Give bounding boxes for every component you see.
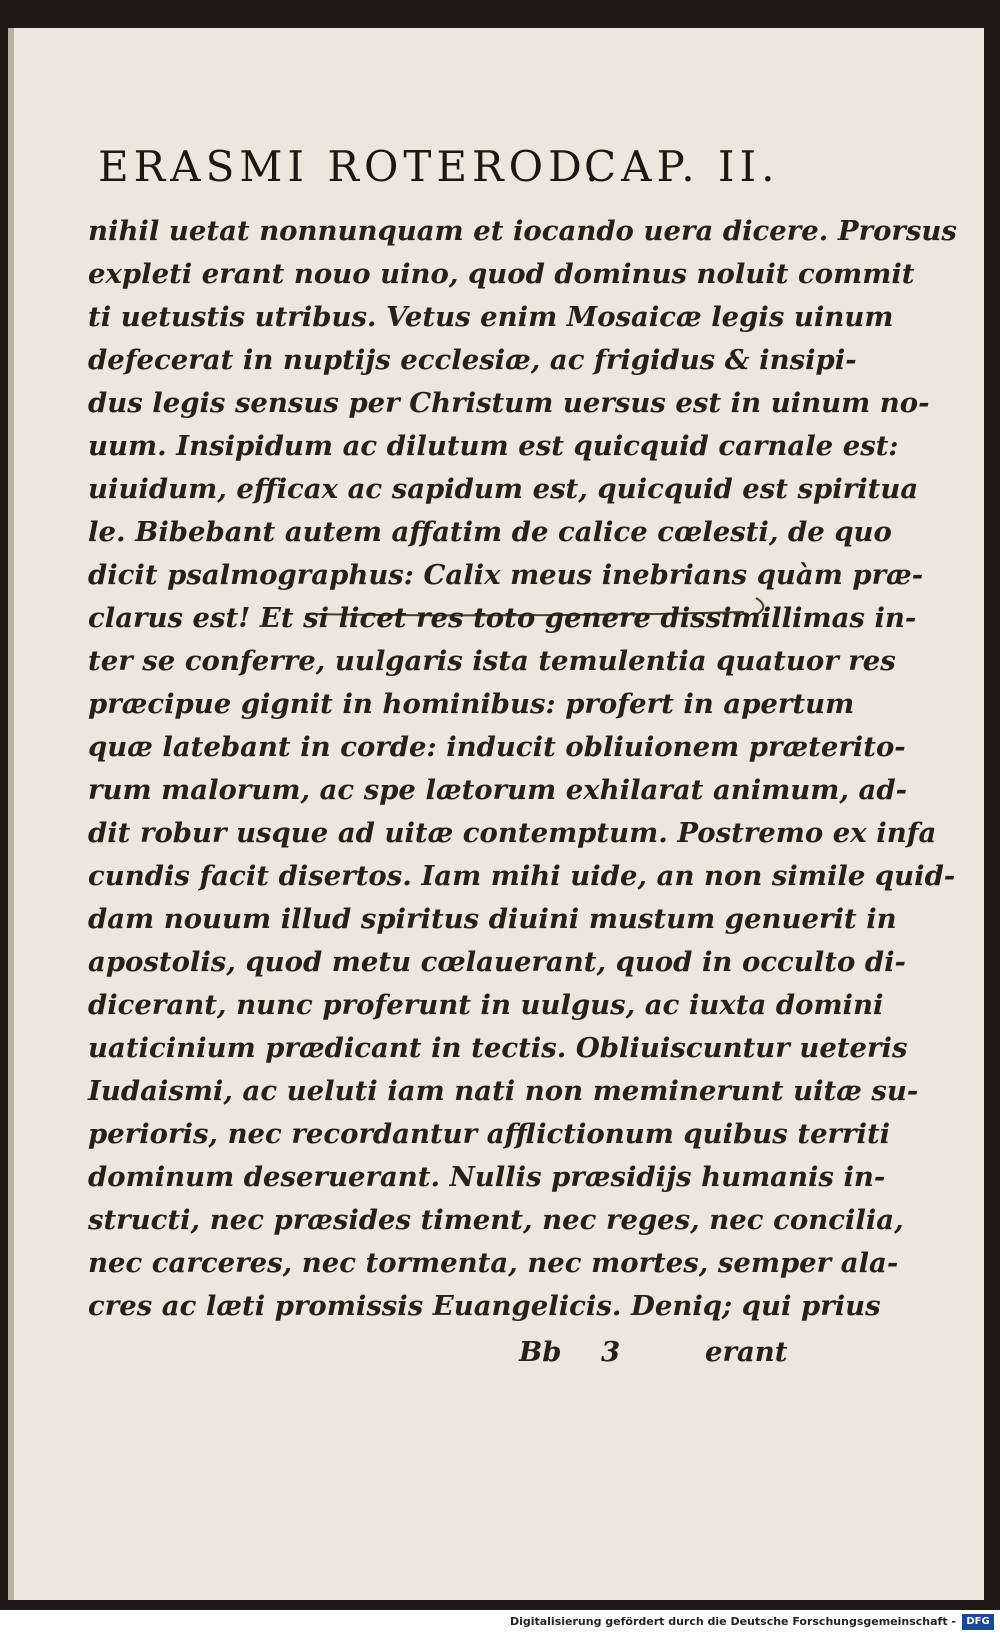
text-line: uiuidum, efficax ac sapidum est, quicquid est spiritua [88, 473, 919, 505]
running-head-chapter: CAP. II. [584, 142, 780, 191]
text-line: quæ latebant in corde: inducit obliuionem præterito- [88, 731, 906, 763]
text-line: clarus est! Et si licet res toto genere dissimillimas in- [88, 602, 917, 634]
text-line: dominum deseruerant. Nullis præsidijs humanis in- [88, 1161, 886, 1193]
digitization-footer [0, 1610, 1000, 1636]
text-line: cundis facit disertos. Iam mihi uide, an non simile quid- [88, 860, 956, 892]
text-line: nec carceres, nec tormenta, nec mortes, semper ala- [88, 1247, 899, 1279]
text-line: le. Bibebant autem affatim de calice cœlesti, de quo [88, 516, 892, 548]
text-line: ter se conferre, uulgaris ista temulentia quatuor res [88, 645, 896, 677]
catchline [519, 1332, 799, 1376]
funding-credit: Digitalisierung gefördert durch die Deutsche Forschungsgemeinschaft - [509, 1615, 956, 1628]
text-line: dit robur usque ad uitæ contemptum. Postremo ex infa [88, 817, 937, 849]
text-line: uaticinium prædicant in tectis. Obliuiscuntur ueteris [88, 1032, 908, 1064]
text-line: dicit psalmographus: Calix meus inebrians quàm præ- [88, 559, 924, 591]
running-head [84, 128, 784, 194]
text-line: nihil uetat nonnunquam et iocando uera dicere. Prorsus [88, 215, 957, 247]
text-line: rum malorum, ac spe lætorum exhilarat animum, ad- [88, 774, 908, 806]
text-line: perioris, nec recordantur afflictionum quibus territi [88, 1118, 891, 1150]
text-line: præcipue gignit in hominibus: profert in apertum [88, 688, 855, 720]
text-line: cres ac læti promissis Euangelicis. Deniq; qui prius [88, 1290, 881, 1322]
text-line: dam nouum illud spiritus diuini mustum genuerit in [88, 903, 897, 935]
running-head-author: ERASMI ROTEROD. [98, 142, 604, 191]
text-line: defecerat in nuptijs ecclesiæ, ac frigidus & insipi- [88, 344, 857, 376]
text-line: uum. Insipidum ac dilutum est quicquid carnale est: [88, 430, 899, 462]
text-line: expleti erant nouo uino, quod dominus noluit commit [88, 258, 915, 290]
signature-number: 3 [601, 1336, 621, 1368]
text-line: structi, nec præsides timent, nec reges, nec concilia, [88, 1204, 904, 1236]
body-text [88, 210, 957, 1328]
text-line: ti uetustis utribus. Vetus enim Mosaicæ legis uinum [88, 301, 894, 333]
book-page [8, 28, 984, 1600]
signature-mark: Bb [519, 1336, 562, 1368]
dfg-logo: DFG [962, 1614, 994, 1630]
text-line: Iudaismi, ac ueluti iam nati non meminerunt uitæ su- [88, 1075, 919, 1107]
text-line: apostolis, quod metu cœlauerant, quod in occulto di- [88, 946, 906, 978]
text-line: dus legis sensus per Christum uersus est in uinum no- [88, 387, 930, 419]
catchword: erant [705, 1336, 788, 1368]
text-line: dicerant, nunc proferunt in uulgus, ac iuxta domini [88, 989, 884, 1021]
